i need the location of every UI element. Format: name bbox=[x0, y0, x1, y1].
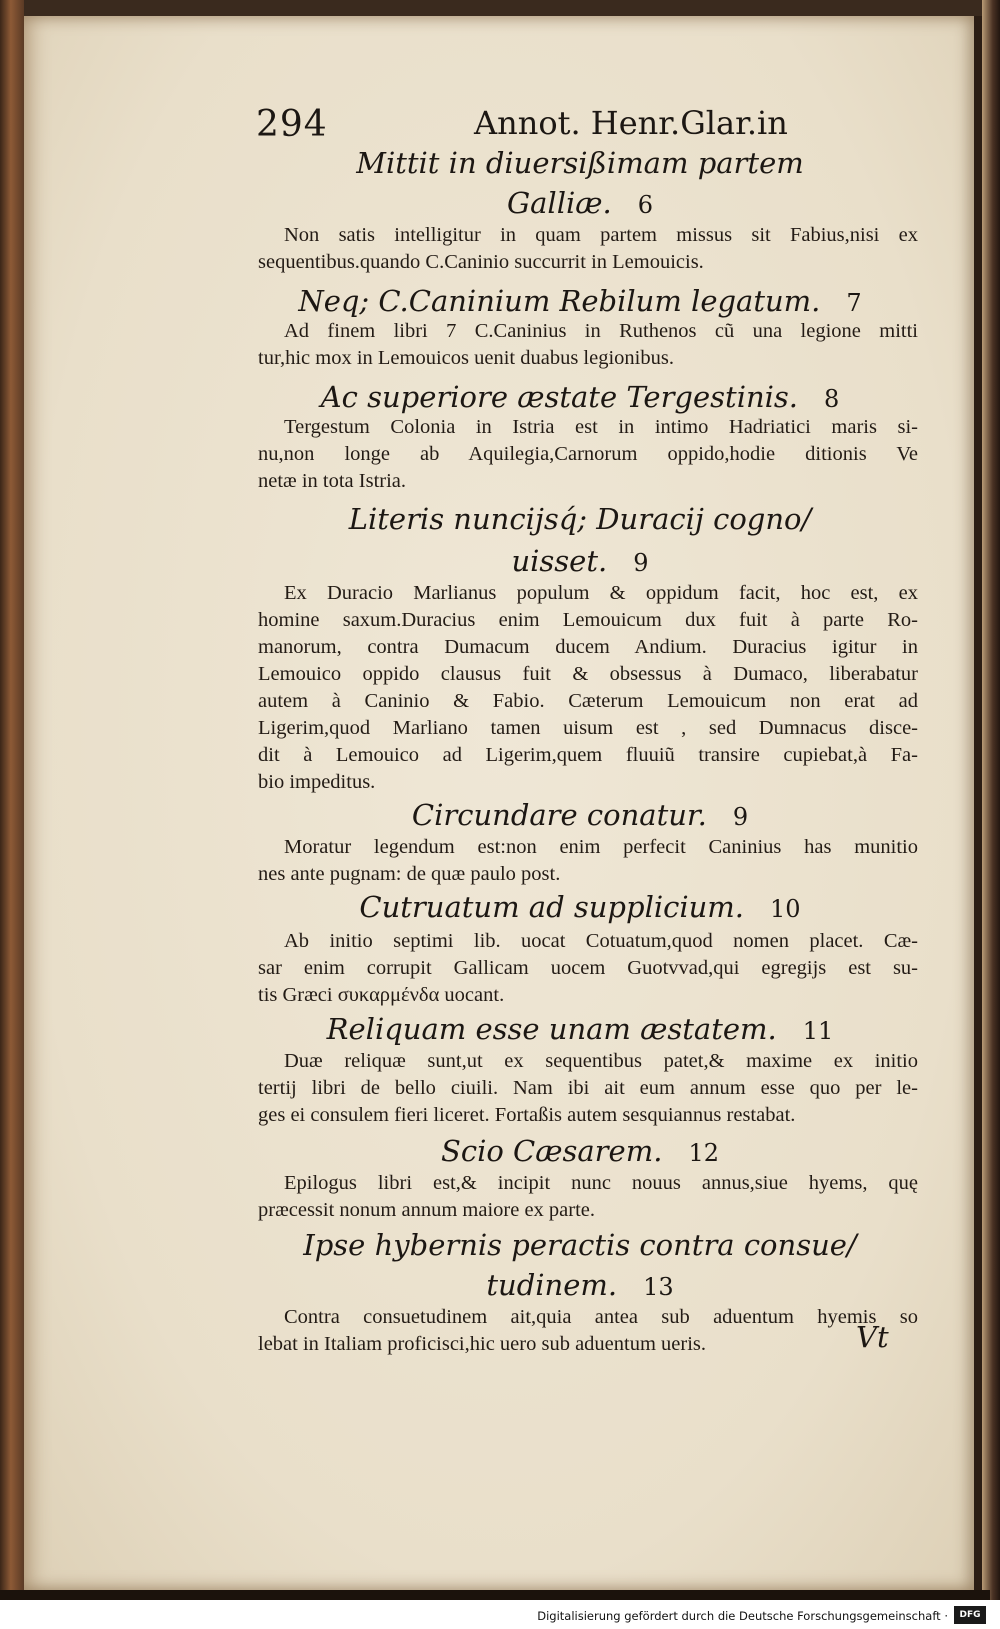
lemma-line: Literis nuncijsq́; Duracij cogno/ bbox=[348, 502, 812, 536]
book-edge-right bbox=[982, 0, 1000, 1600]
note-line: Ex Duracio Marlianus populum & oppidum facit, hoc est, ex bbox=[284, 582, 918, 604]
lemma-line: Scio Cæsarem. bbox=[441, 1134, 663, 1168]
lemma-line: Galliæ. bbox=[506, 186, 612, 220]
note-line: præcessit nonum annum maiore ex parte. bbox=[258, 1199, 596, 1221]
lemma-heading bbox=[240, 1266, 920, 1306]
note-number: 13 bbox=[643, 1273, 674, 1301]
note-number: 7 bbox=[846, 289, 862, 317]
lemma-line: uisset. bbox=[511, 544, 608, 578]
lemma-heading bbox=[240, 500, 920, 538]
note-line: Moratur legendum est:non enim perfecit Caninius has munitio bbox=[284, 836, 918, 858]
footer-credit: Digitalisierung gefördert durch die Deutsche Forschungsgemeinschaft · bbox=[537, 1609, 948, 1623]
dfg-logo: DFG bbox=[954, 1606, 986, 1624]
catchword: Vt bbox=[856, 1320, 889, 1354]
lemma-line: Reliquam esse unam æstatem. bbox=[326, 1012, 777, 1046]
note-line: Ligerim,quod Marliano tamen uisum est , sed Dumnacus disce- bbox=[258, 717, 918, 739]
lemma-heading bbox=[240, 282, 920, 322]
lemma-line: tudinem. bbox=[486, 1268, 618, 1302]
lemma-heading bbox=[240, 1226, 920, 1264]
note-line: tis Græci συκαρμένδα uocant. bbox=[258, 984, 505, 1006]
page-number: 294 bbox=[256, 104, 328, 145]
note-line: lebat in Italiam proficisci,hic uero sub aduentum ueris. bbox=[258, 1333, 707, 1355]
lemma-line: Cutruatum ad supplicium. bbox=[359, 890, 745, 924]
note-line: manorum, contra Dumacum ducem Andium. Duracius igitur in bbox=[258, 636, 918, 658]
lemma-heading bbox=[240, 378, 920, 418]
note-line: bio impeditus. bbox=[258, 771, 376, 793]
lemma-line: Ac superiore æstate Tergestinis. bbox=[320, 380, 799, 414]
note-line: Lemouico oppido clausus fuit & obsessus à Dumaco, liberabatur bbox=[258, 663, 918, 685]
note-number: 6 bbox=[637, 191, 654, 219]
note-line: Ab initio septimi lib. uocat Cotuatum,quod nomen placet. Cæ- bbox=[284, 930, 918, 952]
note-line: sar enim corrupit Gallicam uocem Guotvvad,qui egregijs est su- bbox=[258, 957, 918, 979]
lemma-heading bbox=[240, 796, 920, 836]
lemma-line: Mittit in diuersißimam partem bbox=[356, 146, 804, 180]
note-line: sequentibus.quando C.Caninio succurrit in Lemouicis. bbox=[258, 251, 704, 273]
book-edge-top bbox=[0, 0, 990, 16]
note-line: tur,hic mox in Lemouicos uenit duabus legionibus. bbox=[258, 347, 674, 369]
lemma-line: Circundare conatur. bbox=[411, 798, 707, 832]
note-line: autem à Caninio & Fabio. Cæterum Lemouicum non erat ad bbox=[258, 690, 918, 712]
note-line: Ad finem libri 7 C.Caninius in Ruthenos cũ una legione mitti bbox=[284, 320, 918, 342]
note-line: Epilogus libri est,& incipit nunc nouus annus,siue hyems, quę bbox=[284, 1172, 918, 1194]
note-line: Contra consuetudinem ait,quia antea sub aduentum hyemis so bbox=[284, 1306, 918, 1328]
note-text bbox=[258, 318, 918, 372]
note-text bbox=[258, 1170, 918, 1224]
note-text bbox=[258, 414, 918, 495]
lemma-heading bbox=[240, 184, 920, 224]
lemma-heading bbox=[240, 542, 920, 582]
note-text bbox=[258, 1304, 918, 1358]
note-line: dit à Lemouico ad Ligerim,quem fluuiũ transire cupiebat,à Fa- bbox=[258, 744, 918, 766]
note-text bbox=[258, 1048, 918, 1129]
note-line: tertij libri de bello ciuili. Nam ibi ait eum annum esse quo per le- bbox=[258, 1077, 918, 1099]
lemma-line: Ipse hybernis peractis contra consue/ bbox=[303, 1228, 857, 1262]
running-head: Annot. Henr.Glar.in bbox=[474, 104, 788, 142]
lemma-heading bbox=[240, 1132, 920, 1172]
note-text bbox=[258, 222, 918, 276]
book-edge-bottom bbox=[0, 1590, 990, 1600]
note-line: Tergestum Colonia in Istria est in intimo Hadriatici maris si- bbox=[284, 416, 918, 438]
note-number: 9 bbox=[633, 549, 649, 577]
note-line: homine saxum.Duracius enim Lemouicum dux fuit à parte Ro- bbox=[258, 609, 918, 631]
lemma-heading bbox=[240, 144, 920, 182]
note-number: 8 bbox=[824, 385, 840, 413]
note-line: Duæ reliquæ sunt,ut ex sequentibus patet,& maxime ex initio bbox=[284, 1050, 918, 1072]
note-text bbox=[258, 580, 918, 796]
note-number: 9 bbox=[732, 803, 749, 831]
lemma-line: Neq; C.Caninium Rebilum legatum. bbox=[298, 284, 821, 318]
note-line: ges ei consulem fieri liceret. Fortaßis autem sesquiannus restabat. bbox=[258, 1104, 796, 1126]
note-number: 10 bbox=[770, 895, 801, 923]
note-line: nes ante pugnam: de quæ paulo post. bbox=[258, 863, 561, 885]
note-number: 12 bbox=[688, 1139, 719, 1167]
lemma-heading bbox=[240, 888, 920, 928]
note-number: 11 bbox=[802, 1017, 834, 1045]
note-text bbox=[258, 834, 918, 888]
book-cover-left bbox=[0, 0, 24, 1600]
note-line: Non satis intelligitur in quam partem missus sit Fabius,nisi ex bbox=[284, 224, 918, 246]
lemma-heading bbox=[240, 1010, 920, 1050]
note-line: nu,non longe ab Aquilegia,Carnorum oppido,hodie ditionis Ve bbox=[258, 443, 918, 465]
note-line: netæ in tota Istria. bbox=[258, 470, 407, 492]
note-text bbox=[258, 928, 918, 1009]
